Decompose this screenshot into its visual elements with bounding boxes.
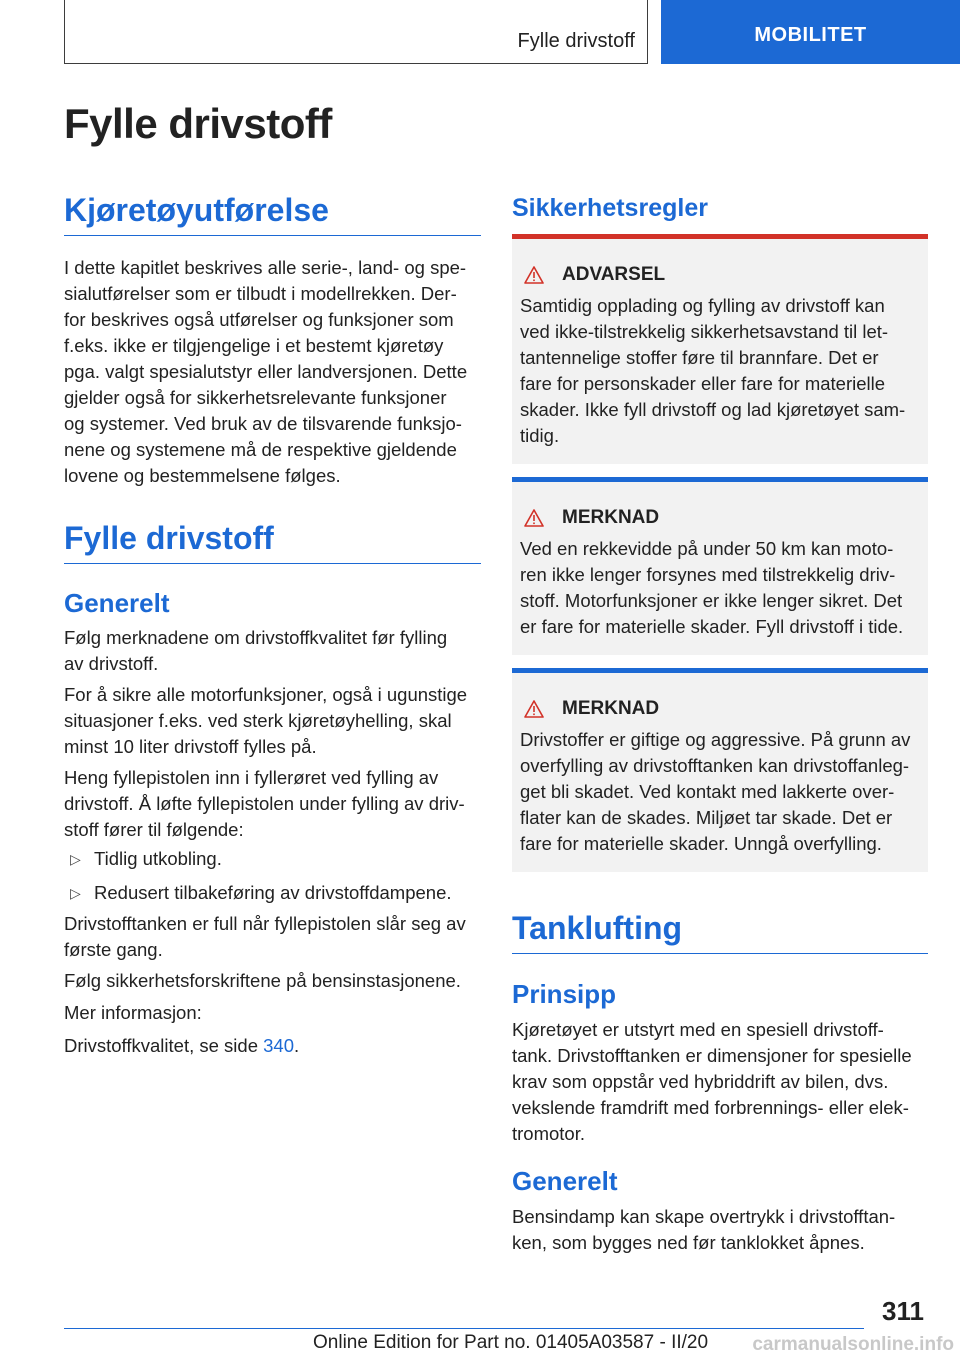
warning-text xyxy=(520,293,920,449)
text-line: tank. Drivstofftanken er dimensjoner for spesielle xyxy=(512,1045,912,1066)
watermark: carmanualsonline.info xyxy=(752,1334,954,1355)
page-reference-text: Drivstoffkvalitet, se side xyxy=(64,1035,264,1056)
triangle-bullet-icon: ▷ xyxy=(70,885,81,901)
text-line: Kjøretøyet er utstyrt med en spesiell drivstoff- xyxy=(512,1019,884,1040)
list-item-text: Tidlig utkobling. xyxy=(94,848,222,869)
page-title: Fylle drivstoff xyxy=(64,100,332,147)
text-line: vekslende framdrift med forbrennings- eller elek- xyxy=(512,1097,909,1118)
triangle-bullet-icon: ▷ xyxy=(70,851,81,867)
text-line: situasjoner f.eks. ved sterk kjøretøyhelling, skal xyxy=(64,710,452,731)
text-line: Ved en rekkevidde på under 50 km kan moto- xyxy=(520,538,894,559)
text-line: Samtidig opplading og fylling av drivstoff kan xyxy=(520,295,885,316)
note-header xyxy=(520,693,920,725)
text-line: og systemer. Ved bruk av de tilsvarende funksjo- xyxy=(64,413,462,434)
principle-paragraph xyxy=(512,1017,928,1147)
text-line: nene og systemene må de respektive gjeldende xyxy=(64,439,457,460)
text-line: fare for personskader eller fare for materielle xyxy=(520,373,886,394)
text-line: for beskrives også utførelser og funksjoner som xyxy=(64,309,454,330)
text-line: gjelder også for sikkerhetsrelevante funksjoner xyxy=(64,387,447,408)
text-line: skader. Ikke fyll drivstoff og lad kjøretøyet sam- xyxy=(520,399,906,420)
text-line: krav som oppstår ved hybriddrift av bilen, dvs. xyxy=(512,1071,889,1092)
heading-principle: Prinsipp xyxy=(512,979,617,1009)
text-line: For å sikre alle motorfunksjoner, også i ugunstige xyxy=(64,684,468,705)
page-reference-end: . xyxy=(294,1035,300,1056)
text-line: Følg merknadene om drivstoffkvalitet før fylling xyxy=(64,627,448,648)
warning-header xyxy=(520,259,920,291)
text-line: tantennelige stoffer føre til brannfare. Det er xyxy=(520,347,879,368)
list-item-text: Redusert tilbakeføring av drivstoffdampene. xyxy=(94,882,452,903)
text-line: Drivstoffer er giftige og aggressive. På grunn av xyxy=(520,729,911,750)
text-line: tidig. xyxy=(520,425,560,446)
general-2-paragraph xyxy=(512,1204,928,1256)
general-paragraph-5: Følg sikkerhetsforskriftene på bensinstasjonene. xyxy=(64,970,461,991)
general-paragraph-2 xyxy=(64,682,481,760)
header-chapter-title: Fylle drivstoff xyxy=(517,30,635,52)
footer-edition: Online Edition for Part no. 01405A03587 - II/20 xyxy=(313,1332,709,1353)
note-text xyxy=(520,727,920,857)
header-section-tab[interactable]: MOBILITET xyxy=(661,0,960,64)
text-line: sialutførelser som er tilbudt i modellrekken. Der- xyxy=(64,283,457,304)
heading-tank-venting: Tanklufting xyxy=(512,910,928,954)
page-number: 311 xyxy=(882,1296,924,1326)
heading-refuel: Fylle drivstoff xyxy=(64,520,481,564)
warning-triangle-icon xyxy=(524,266,544,284)
text-line: Bensindamp kan skape overtrykk i drivstofftan- xyxy=(512,1206,896,1227)
text-line: stoff fører til følgende: xyxy=(64,819,244,840)
page-reference xyxy=(64,1033,481,1059)
text-line: I dette kapitlet beskrives alle serie-, land- og spe- xyxy=(64,257,467,278)
header-chapter-box xyxy=(64,0,648,64)
text-line: overfylling av drivstofftanken kan drivstoffanleg- xyxy=(520,755,910,776)
text-line: f.eks. ikke er tilgjengelige i et bestemt kjøretøy xyxy=(64,335,444,356)
vehicle-version-paragraph xyxy=(64,255,481,489)
text-line: lovene og bestemmelsene følges. xyxy=(64,465,341,486)
text-line: fare for materielle skader. Unngå overfylling. xyxy=(520,833,882,854)
text-line: drivstoff. Å løfte fyllepistolen under fylling av driv- xyxy=(64,793,465,814)
more-info-label: Mer informasjon: xyxy=(64,1002,202,1023)
note-header xyxy=(520,502,920,534)
text-line: Heng fyllepistolen inn i fyllerøret ved fylling av xyxy=(64,767,439,788)
text-line: Drivstofftanken er full når fyllepistolen slår seg av xyxy=(64,913,466,934)
text-line: av drivstoff. xyxy=(64,653,159,674)
text-line: tromotor. xyxy=(512,1123,585,1144)
note-text xyxy=(520,536,920,640)
text-line: get bli skadet. Ved kontakt med lakkerte over- xyxy=(520,781,895,802)
text-line: minst 10 liter drivstoff fylles på. xyxy=(64,736,317,757)
page-reference-link[interactable]: 340 xyxy=(263,1035,294,1056)
text-line: ren ikke lenger forsynes med tilstrekkelig driv- xyxy=(520,564,896,585)
footer-divider xyxy=(64,1328,864,1329)
text-line: første gang. xyxy=(64,939,163,960)
heading-general-2: Generelt xyxy=(512,1166,618,1196)
heading-vehicle-version: Kjøretøyutførelse xyxy=(64,192,481,236)
note-label: MERKNAD xyxy=(562,698,660,719)
heading-safety-rules: Sikkerhetsregler xyxy=(512,194,708,222)
general-paragraph-3 xyxy=(64,765,481,843)
warning-box xyxy=(512,234,928,464)
warning-label: ADVARSEL xyxy=(562,264,666,285)
heading-general: Generelt xyxy=(64,588,170,618)
general-paragraph-1 xyxy=(64,625,481,677)
text-line: er fare for materielle skader. Fyll drivstoff i tide. xyxy=(520,616,904,637)
text-line: pga. valgt spesialutstyr eller landversjonen. Dette xyxy=(64,361,468,382)
text-line: ved ikke-tilstrekkelig sikkerhetsavstand til let- xyxy=(520,321,889,342)
note-box xyxy=(512,477,928,655)
note-box xyxy=(512,668,928,872)
text-line: ken, som bygges ned før tanklokket åpnes. xyxy=(512,1232,865,1253)
warning-triangle-icon xyxy=(524,700,544,718)
general-paragraph-4 xyxy=(64,911,481,963)
text-line: flater kan de skades. Miljøet tar skade. Det er xyxy=(520,807,893,828)
note-label: MERKNAD xyxy=(562,507,660,528)
warning-triangle-icon xyxy=(524,509,544,527)
text-line: stoff. Motorfunksjoner er ikke lenger sikret. Det xyxy=(520,590,903,611)
